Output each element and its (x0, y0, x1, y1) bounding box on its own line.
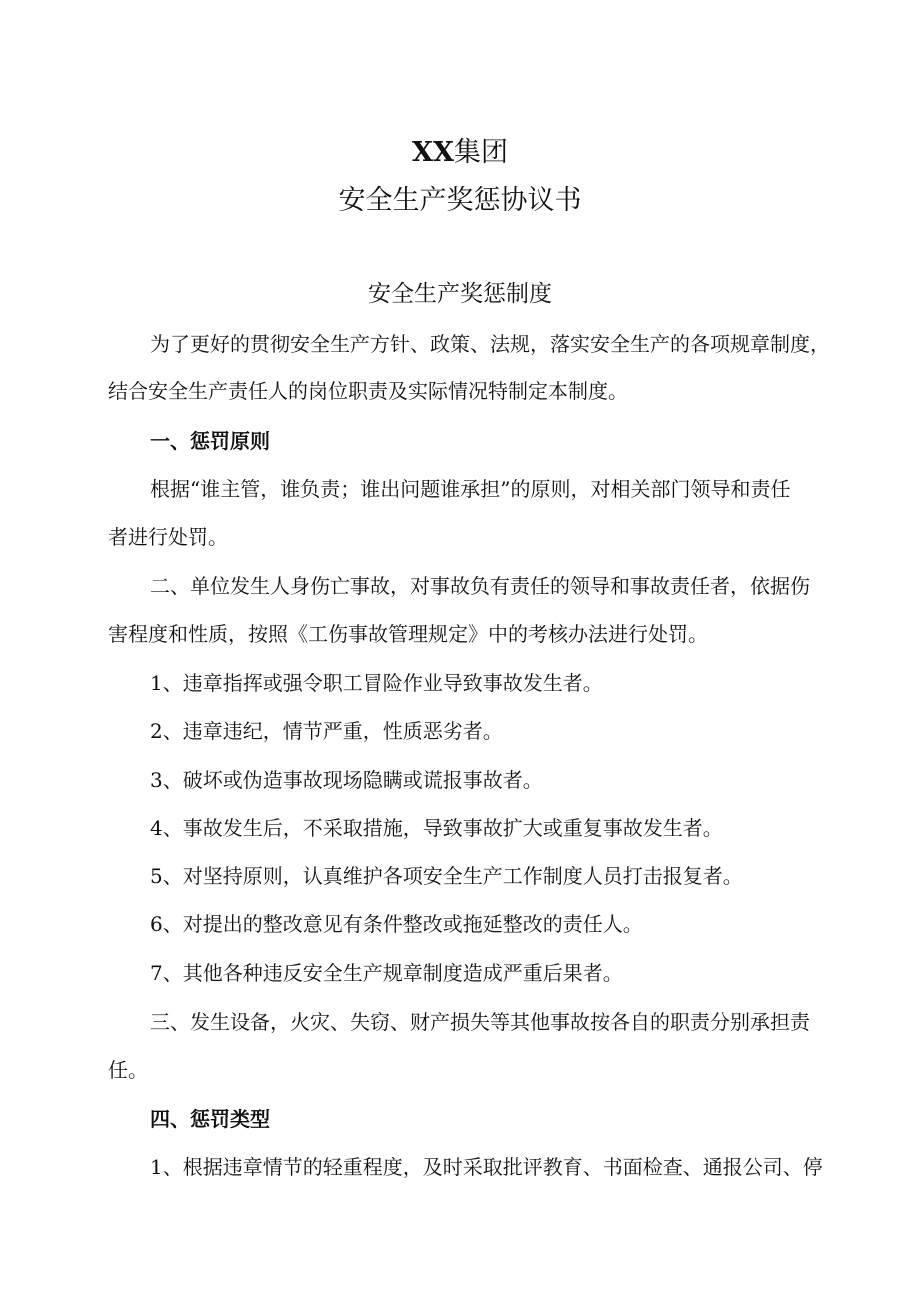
heading-punishment-types: 四、惩罚类型 (150, 1107, 270, 1131)
list-item: 4、事故发生后，不采取措施，导致事故扩大或重复事故发生者。 (150, 816, 723, 840)
paragraph-line: 害程度和性质，按照《工伤事故管理规定》中的考核办法进行处罚。 (108, 622, 708, 646)
list-item: 2、违章违纪，情节严重，性质恶劣者。 (150, 719, 503, 743)
paragraph-line: 任。 (108, 1058, 148, 1082)
section-title: 安全生产奖惩制度 (368, 281, 552, 307)
paragraph-line: 根据“谁主管，谁负责；谁出问题谁承担”的原则，对相关部门领导和责任 (150, 477, 791, 501)
paragraph-line: 为了更好的贯彻安全生产方针、政策、法规，落实安全生产的各项规章制度， (150, 332, 830, 356)
paragraph-line: 三、发生设备，火灾、失窃、财产损失等其他事故按各自的职责分别承担责 (150, 1010, 810, 1034)
company-name (0, 136, 920, 170)
list-item: 6、对提出的整改意见有条件整改或拖延整改的责任人。 (150, 912, 643, 936)
paragraph-line: 者进行处罚。 (108, 525, 228, 549)
list-item: 1、根据违章情节的轻重程度，及时采取批评教育、书面检查、通报公司、停 (150, 1155, 823, 1179)
list-item: 5、对坚持原则，认真维护各项安全生产工作制度人员打击报复者。 (150, 864, 743, 888)
company-prefix: XX (412, 137, 454, 168)
list-item: 3、破坏或伪造事故现场隐瞒或谎报事故者。 (150, 768, 543, 792)
list-item: 7、其他各种违反安全生产规章制度造成严重后果者。 (150, 961, 623, 985)
heading-punishment-principle: 一、惩罚原则 (150, 429, 270, 453)
document-title: 安全生产奖惩协议书 (338, 185, 582, 216)
paragraph-line: 二、单位发生人身伤亡事故，对事故负有责任的领导和事故责任者，依据伤 (150, 574, 810, 598)
list-item: 1、违章指挥或强令职工冒险作业导致事故发生者。 (150, 671, 603, 695)
paragraph-line: 结合安全生产责任人的岗位职责及实际情况特制定本制度。 (108, 379, 628, 403)
company-suffix: 集团 (453, 137, 508, 168)
